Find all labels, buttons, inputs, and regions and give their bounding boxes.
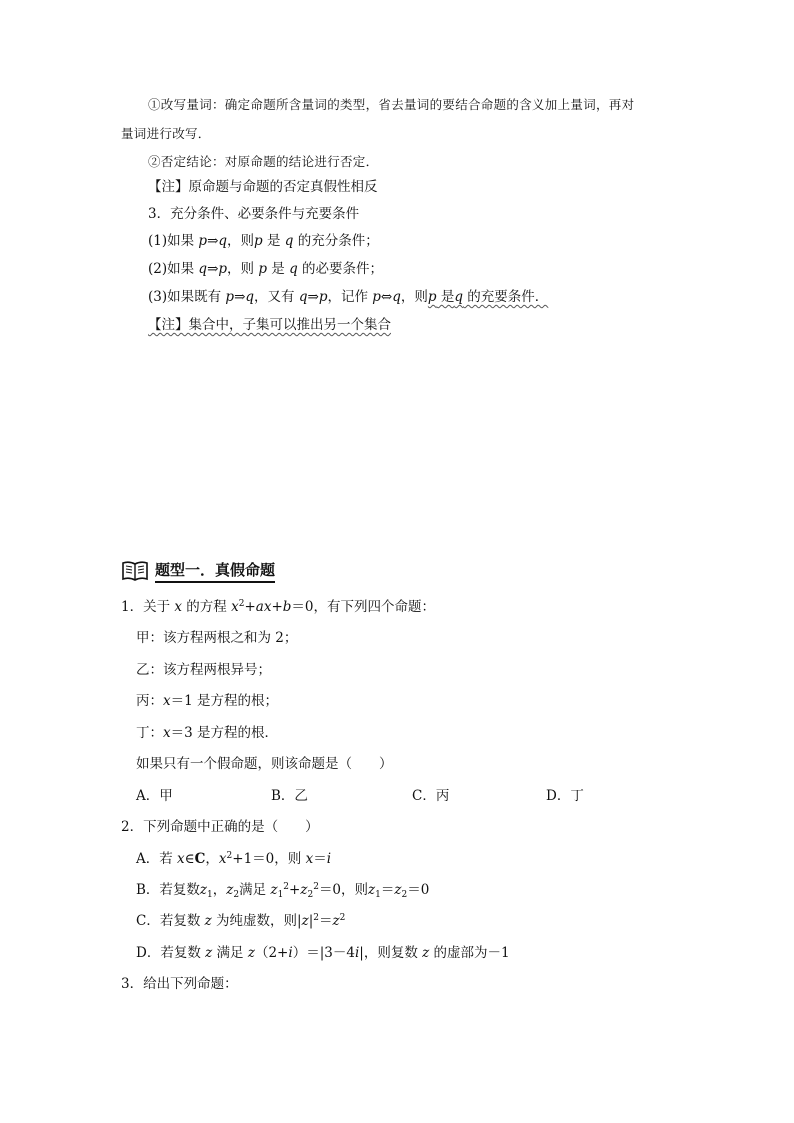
section-heading-title: 题型一．真假命题 — [155, 559, 275, 583]
q1-proposition-bing: 丙：x＝1 是方程的根； — [136, 693, 279, 709]
q2-option-b[interactable]: B．若复数$z_1$，$z_2$满足 $z_1^2+z_2^2=0$，则$z_1=z_2=0$ — [136, 882, 430, 900]
q1-question: 如果只有一个假命题，则该命题是（ ） — [136, 756, 393, 772]
note-truth-opposite: 【注】原命题与命题的否定真假性相反 — [148, 179, 378, 195]
note-rewrite-quantifier-cont: 量词进行改写． — [121, 126, 211, 141]
q1-option-d[interactable]: D．丁 — [546, 788, 584, 804]
note-subset: 【注】集合中，子集可以推出另一个集合 — [148, 317, 391, 333]
q2-stem: 2．下列命题中正确的是（ ） — [121, 819, 319, 835]
q1-proposition-yi: 乙：该方程两根异号； — [136, 662, 271, 678]
section-3-title: 3．充分条件、必要条件与充要条件 — [148, 206, 360, 222]
q1-option-a[interactable]: A．甲 — [136, 788, 173, 804]
note-negate-conclusion: ②否定结论：对原命题的结论进行否定． — [148, 154, 379, 169]
q2-option-d[interactable]: D．若复数 z 满足 z（2+i）＝|3－4i|，则复数 z 的虚部为－1 — [136, 945, 510, 961]
q1-stem: 1．关于 x 的方程 $x^2+ax+b=0$，有下列四个命题： — [121, 599, 436, 615]
necessary-condition: (2)如果 q⇒p，则 p 是 q 的必要条件； — [148, 261, 384, 277]
open-book-icon — [121, 560, 149, 582]
q1-option-b[interactable]: B．乙 — [271, 788, 308, 804]
q2-option-c[interactable]: C．若复数 z 为纯虚数，则$|z|^2=z^2$ — [136, 913, 346, 929]
sufficient-condition: (1)如果 p⇒q，则p 是 q 的充分条件； — [148, 233, 379, 249]
q3-stem: 3．给出下列命题： — [121, 976, 238, 992]
q1-options — [136, 787, 656, 805]
q1-proposition-jia: 甲：该方程两根之和为 2； — [136, 630, 298, 646]
note-rewrite-quantifier: ①改写量词：确定命题所含量词的类型，省去量词的要结合命题的含义加上量词，再对 — [148, 97, 635, 112]
sufficient-necessary-condition: (3)如果既有 p⇒q，又有 q⇒p，记作 p⇔q，则p 是q 的充要条件． — [148, 289, 549, 305]
q2-option-a[interactable]: A．若 x∈C，$x^2+1=0$，则 x＝i — [136, 851, 332, 867]
section-heading — [121, 558, 275, 584]
q1-option-c[interactable]: C．丙 — [412, 788, 450, 804]
q1-proposition-ding: 丁：x＝3 是方程的根． — [136, 725, 279, 741]
